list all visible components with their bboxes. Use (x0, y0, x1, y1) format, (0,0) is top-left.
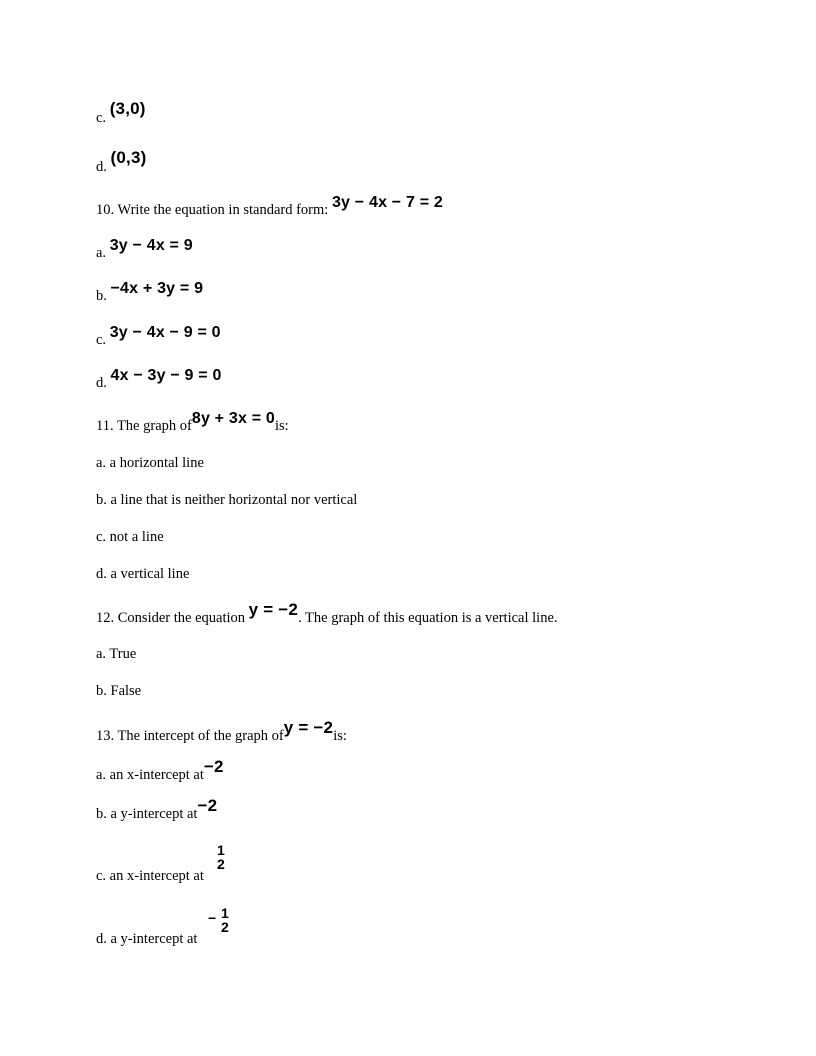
fraction-denominator: 2 (221, 919, 229, 935)
option-letter: d. (96, 375, 107, 391)
q9-option-d (96, 148, 147, 176)
question-text: 10. Write the equation in standard form: (96, 202, 329, 218)
q13-prompt (96, 718, 347, 745)
option-math: −2 (197, 796, 218, 815)
q11-option-b: b. a line that is neither horizontal nor vertical (96, 492, 358, 508)
q13-option-a (96, 757, 224, 784)
q10-option-a (96, 237, 193, 262)
option-math: −4x + 3y = 9 (110, 280, 204, 297)
option-letter: b. (96, 288, 107, 304)
q12-option-b: b. False (96, 683, 142, 699)
q10-option-c (96, 324, 221, 349)
option-text: b. a y-intercept at (96, 806, 198, 822)
q11-option-c: c. not a line (96, 529, 164, 545)
question-text: 13. The intercept of the graph of (96, 728, 284, 744)
question-math: y = −2 (283, 718, 334, 737)
option-text: a. an x-intercept at (96, 767, 204, 783)
q12-option-a: a. True (96, 646, 137, 662)
question-math: 8y + 3x = 0 (191, 410, 276, 427)
q10-option-b (96, 280, 204, 305)
fraction-denominator: 2 (217, 856, 225, 872)
option-math: −2 (203, 757, 224, 776)
option-letter: c. (96, 110, 107, 126)
q13-option-d (96, 930, 197, 948)
option-math: 3y − 4x = 9 (109, 237, 193, 254)
fraction-numerator: 1 (221, 905, 229, 921)
q10-option-d (96, 367, 222, 392)
question-text: 12. Consider the equation (96, 610, 246, 626)
fraction-sign: − (208, 910, 217, 926)
option-math: 3y − 4x − 9 = 0 (109, 324, 221, 341)
option-text: c. an x-intercept at (96, 868, 204, 884)
option-letter: c. (96, 332, 107, 348)
q13-option-b (96, 796, 218, 823)
option-letter: d. (96, 159, 107, 175)
option-math: (3,0) (109, 99, 146, 118)
question-text: 11. The graph of (96, 418, 192, 434)
fraction-neg-one-half (221, 906, 229, 934)
q11-option-a: a. a horizontal line (96, 455, 204, 471)
q11-option-d: d. a vertical line (96, 566, 190, 582)
fraction-one-half (217, 843, 225, 871)
fraction-numerator: 1 (217, 842, 225, 858)
question-math: y = −2 (248, 600, 299, 619)
option-text: d. a y-intercept at (96, 931, 198, 947)
question-text-suffix: is: (333, 728, 347, 744)
option-letter: a. (96, 245, 107, 261)
q9-option-c (96, 99, 146, 127)
question-math: 3y − 4x − 7 = 2 (331, 194, 444, 211)
option-math: 4x − 3y − 9 = 0 (110, 367, 222, 384)
q12-prompt (96, 600, 558, 627)
q13-option-c (96, 867, 204, 885)
question-text-suffix: . The graph of this equation is a vertical line. (298, 610, 558, 626)
option-math: (0,3) (110, 148, 147, 167)
question-text-suffix: is: (275, 418, 289, 434)
q10-prompt (96, 194, 444, 219)
q11-prompt (96, 410, 289, 435)
